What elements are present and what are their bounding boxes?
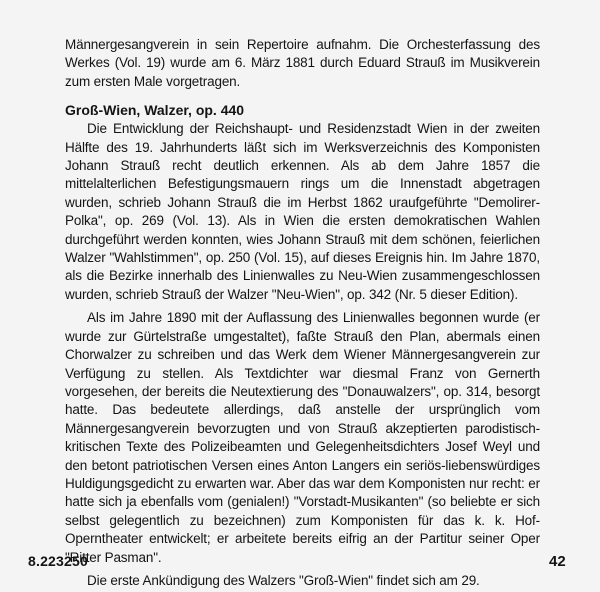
- paragraph-development-of-vienna: Die Entwicklung der Reichshaupt- und Residenzstadt Wien in der zweiten Hälfte des 19. Jahrhunderts läßt sich im Werksverzeichnis des Komponisten Johann Strauß recht deutlich erkennen. Als ab dem Jahre 1857 die mittelalterlichen Befestigungsmauern rings um die Innenstadt abgetragen wurden, schrieb Johann Strauß die im Herbst 1862 uraufgeführte "Demolirer-Polka", op. 269 (Vol. 13). Als in Wien die ersten demokratischen Wahlen durchgeführt werden konnten, wies Johann Strauß mit dem schönen, feierlichen Walzer "Wahlstimmen", op. 250 (Vol. 15), auf dieses Ereignis hin. Im Jahre 1870, als die Bezirke innerhalb des Linienwalles zu Neu-Wien zusammengeschlossen wurden, schrieb Strauß der Walzer "Neu-Wien", op. 342 (Nr. 5 dieser Edition).: [65, 121, 540, 302]
- catalog-number: 8.223250: [28, 553, 88, 569]
- page-body: [65, 36, 540, 590]
- intro-paragraph: Männergesangverein in sein Repertoire aufnahm. Die Orchesterfassung des Werkes (Vol. 19) wurde am 6. März 1881 durch Eduard Strauß im Musikverein zum ersten Male vorgetragen.: [65, 37, 540, 89]
- paragraph-linienwall-chorwalzer: Als im Jahre 1890 mit der Auflassung des Linienwalles begonnen wurde (er wurde zur Gürtelstraße umgestaltet), faßte Strauß den Plan, abermals einen Chorwalzer zu schreiben und das Werk dem Wiener Männergesangverein zur Verfügung zu stellen. Als Textdichter war diesmal Franz von Gernerth vorgesehen, der bereits die Neutextierung des "Donauwalzers", op. 314, besorgt hatte. Das bedeutete allerdings, daß anstelle der ursprünglich vom Männergesangverein bevorzugten und von Strauß akzeptierten parodistisch-kritischen Texte des Polizeibeamten und Gelegenheitsdichters Josef Weyl und den betont patriotischen Versen eines Anton Langers ein seriös-liebenswürdiges Huldigungsgedicht zu erwarten war. Aber das war dem Komponisten nur recht: er hatte sich ja ebenfalls vom (genialen!) "Vorstadt-Musikanten" (so beliebte er sich selbst gelegentlich zu bezeichnen) zum Komponisten für das k. k. Hof-Operntheater entwickelt; er arbeitete bereits eifrig an der Partitur seiner Oper "Ritter Pasman".: [65, 310, 540, 565]
- section-heading: Groß-Wien, Walzer, op. 440: [65, 102, 245, 119]
- page-number: 42: [549, 553, 566, 570]
- paragraph-first-announcement: Die erste Ankündigung des Walzers "Groß-Wien" findet sich am 29.: [87, 572, 480, 588]
